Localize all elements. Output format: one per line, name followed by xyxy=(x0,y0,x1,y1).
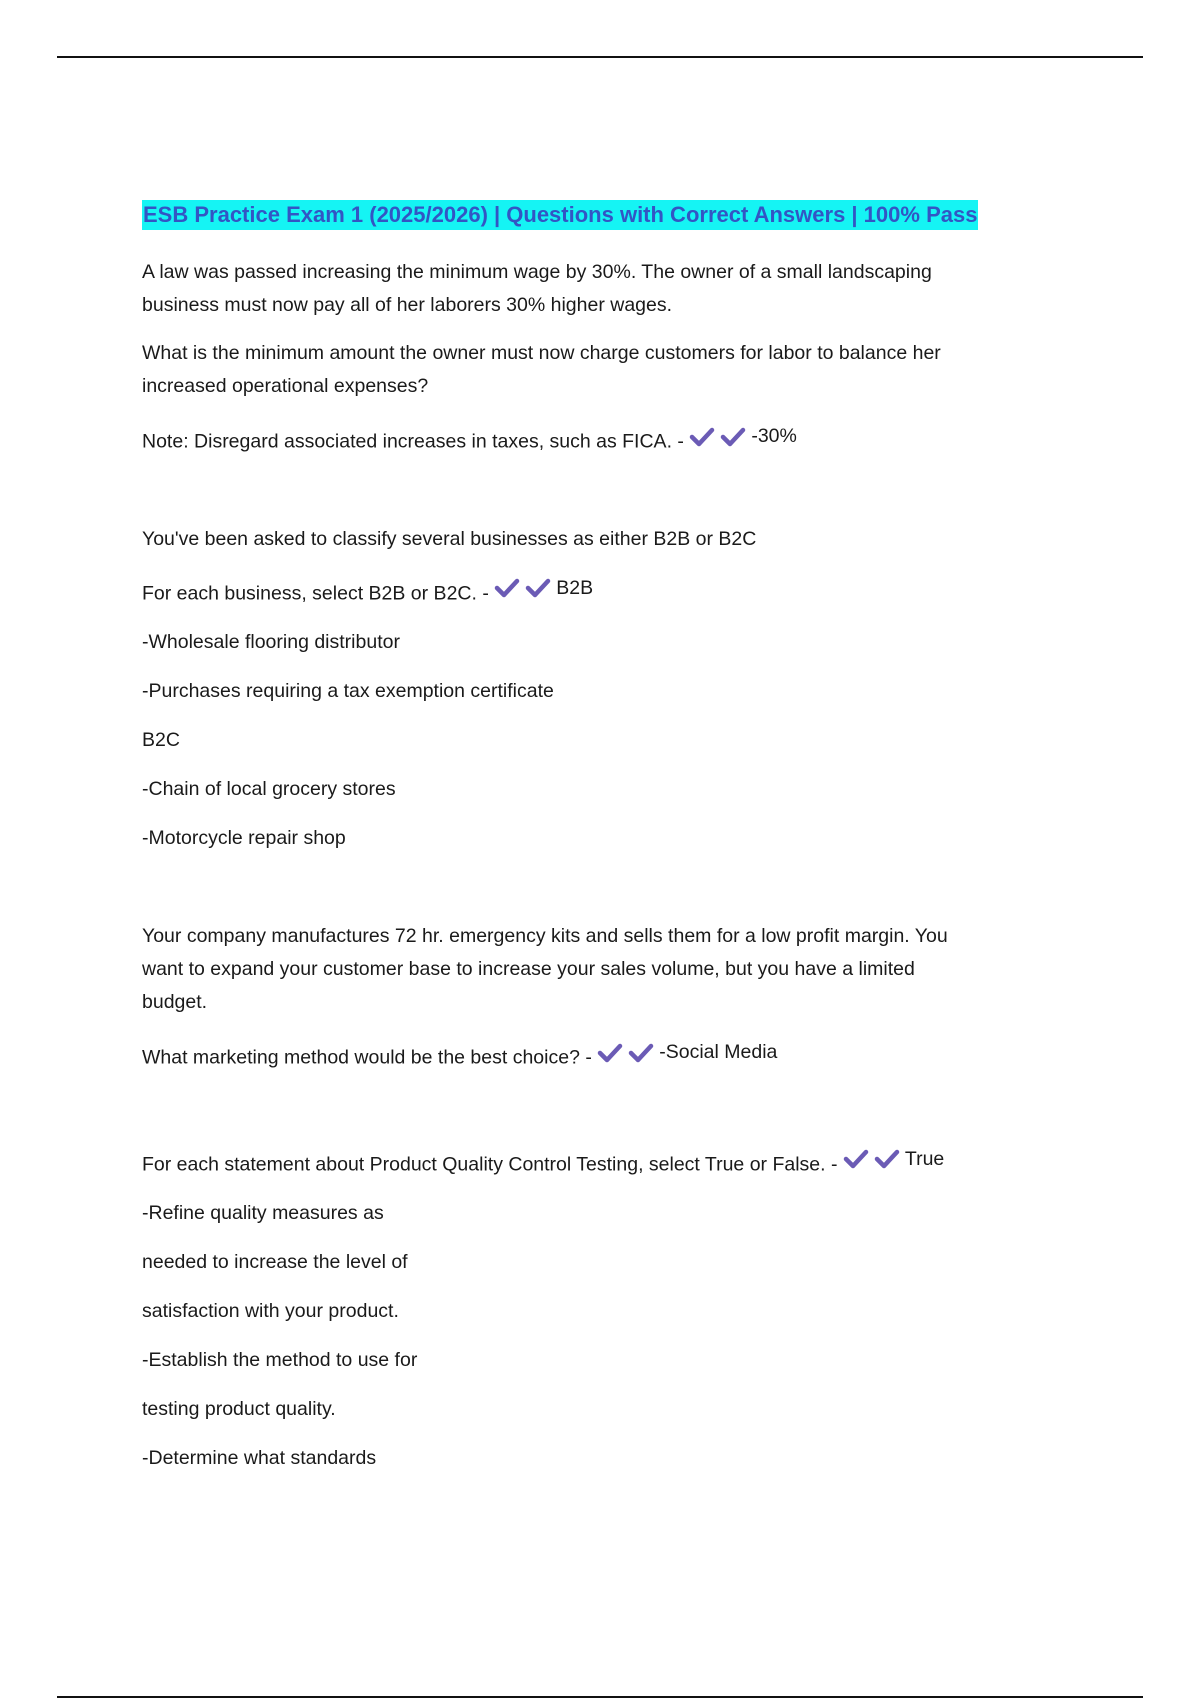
question-1-line-3: What is the minimum amount the owner must now charge customers for labor to balance her xyxy=(142,342,941,364)
question-1-line-4: increased operational expenses? xyxy=(142,375,429,397)
question-4 xyxy=(142,1143,1082,1476)
list-item: B2C xyxy=(142,729,180,751)
check-icon xyxy=(628,1042,654,1064)
check-icon xyxy=(689,426,715,448)
question-3-line-2: want to expand your customer base to increase your sales volume, but you have a limited xyxy=(142,958,915,980)
question-3-prompt: What marketing method would be the best choice? - xyxy=(142,1046,592,1069)
list-item: -Purchases requiring a tax exemption certificate xyxy=(142,680,554,702)
check-icon xyxy=(843,1148,869,1170)
question-1-answer: -30% xyxy=(751,425,797,447)
question-2-line-1: You've been asked to classify several businesses as either B2B or B2C xyxy=(142,527,757,550)
question-2 xyxy=(142,523,1082,856)
question-3-line-1: Your company manufactures 72 hr. emergency kits and sells them for a low profit margin. You xyxy=(142,925,948,947)
list-item: -Chain of local grocery stores xyxy=(142,778,396,800)
bottom-rule xyxy=(57,1696,1143,1698)
question-1-line-2: business must now pay all of her laborers 30% higher wages. xyxy=(142,294,673,316)
check-icon xyxy=(597,1042,623,1064)
question-1-note: Note: Disregard associated increases in taxes, such as FICA. - xyxy=(142,430,684,453)
list-item: needed to increase the level of xyxy=(142,1251,408,1273)
list-item: -Motorcycle repair shop xyxy=(142,827,346,849)
question-4-answer-line xyxy=(142,1143,1082,1182)
check-icon xyxy=(874,1148,900,1170)
question-4-answer: True xyxy=(904,1147,945,1170)
list-item: satisfaction with your product. xyxy=(142,1300,399,1322)
question-3-line-3: budget. xyxy=(142,991,208,1013)
question-4-prompt: For each statement about Product Quality Control Testing, select True or False. - xyxy=(142,1153,838,1175)
question-1 xyxy=(142,256,1082,459)
list-item: -Determine what standards xyxy=(142,1447,377,1469)
list-item: -Establish the method to use for xyxy=(142,1349,418,1371)
check-icon xyxy=(720,426,746,448)
list-item: testing product quality. xyxy=(142,1398,336,1420)
question-2-prompt: For each business, select B2B or B2C. - xyxy=(142,582,489,604)
check-icon xyxy=(525,577,551,599)
question-3-answer-line xyxy=(142,1036,1082,1075)
check-icon xyxy=(494,577,520,599)
question-1-answer-line xyxy=(142,420,1082,459)
question-1-line-1: A law was passed increasing the minimum wage by 30%. The owner of a small landscaping xyxy=(142,261,932,283)
question-2-answer: B2B xyxy=(556,576,594,599)
question-2-answer-line xyxy=(142,572,1082,611)
list-item: -Refine quality measures as xyxy=(142,1202,384,1224)
question-3 xyxy=(142,920,1082,1075)
document-title: ESB Practice Exam 1 (2025/2026) | Questions with Correct Answers | 100% Pass xyxy=(142,200,978,230)
question-3-answer: -Social Media xyxy=(659,1041,778,1063)
top-rule xyxy=(57,56,1143,58)
document-body xyxy=(142,202,1082,1475)
list-item: -Wholesale flooring distributor xyxy=(142,631,400,653)
